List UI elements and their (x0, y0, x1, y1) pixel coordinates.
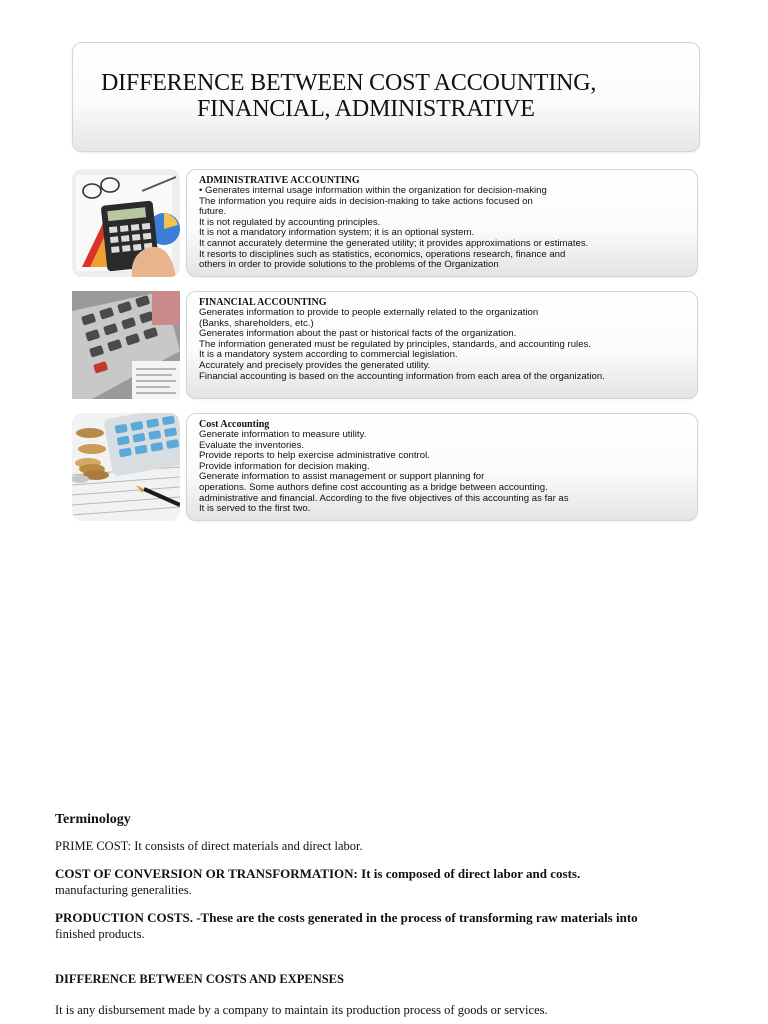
cost-line: Generate information to measure utility. (199, 429, 367, 440)
admin-accounting-heading: ADMINISTRATIVE ACCOUNTING (199, 175, 360, 186)
financial-line: Generates information about the past or historical facts of the organization. (199, 328, 517, 340)
financial-line: Generates information to provide to people externally related to the organization (199, 307, 539, 318)
admin-line: It is not a mandatory information system; it is an optional system. (199, 227, 475, 239)
page-title-line-2: FINANCIAL, ADMINISTRATIVE (197, 96, 535, 122)
page-title-line-1: DIFFERENCE BETWEEN COST ACCOUNTING, (101, 70, 597, 96)
financial-line: (Banks, shareholders, etc.) (199, 317, 314, 329)
difference-heading: DIFFERENCE BETWEEN COSTS AND EXPENSES (55, 972, 344, 986)
admin-line: The information you require aids in decision-making to take actions focused on (199, 195, 533, 207)
cost-accounting-heading: Cost Accounting (199, 419, 270, 430)
production-cost-lead: PRODUCTION COSTS. -These are the costs generated in the process of transforming raw materials into (55, 910, 638, 925)
calculator-closeup-image (72, 291, 180, 399)
financial-accounting-heading: FINANCIAL ACCOUNTING (199, 297, 327, 308)
terminology-heading: Terminology (55, 812, 131, 827)
admin-line: It cannot accurately determine the generated utility; it provides approximations or estimates. (199, 237, 589, 249)
cost-line: administrative and financial. According to the five objectives of this accounting as far as (199, 492, 569, 504)
production-cost-paragraph (55, 910, 715, 942)
financial-line: Accurately and precisely provides the generated utility. (199, 359, 431, 371)
cost-line: Provide information for decision making. (199, 460, 370, 472)
prime-cost-paragraph: PRIME COST: It consists of direct materials and direct labor. (55, 839, 363, 853)
financial-accounting-box (186, 291, 698, 399)
conversion-cost-lead: COST OF CONVERSION OR TRANSFORMATION: It is composed of direct labor and costs. (55, 866, 581, 881)
terminology-section (55, 812, 715, 1018)
coins-calculator-pen-image (72, 413, 180, 521)
cost-line: Provide reports to help exercise administrative control. (199, 450, 430, 462)
conversion-cost-paragraph (55, 866, 715, 898)
cost-line: Generate information to assist management or support planning for (199, 471, 485, 483)
admin-accounting-box (186, 169, 698, 277)
admin-line: It resorts to disciplines such as statistics, economics, operations research, finance and (199, 248, 566, 260)
cost-line: operations. Some authors define cost accounting as a bridge between accounting. (199, 481, 548, 493)
financial-line: Financial accounting is based on the accounting information from each area of the organization. (199, 370, 605, 382)
cost-accounting-box (186, 413, 698, 521)
financial-line: The information generated must be regulated by principles, standards, and accounting rules. (199, 338, 591, 350)
conversion-cost-rest: manufacturing generalities. (55, 883, 192, 897)
cost-line: It is served to the first two. (199, 503, 311, 515)
admin-line: others in order to provide solutions to the problems of the Organization (199, 259, 499, 271)
production-cost-rest: finished products. (55, 927, 145, 941)
cut-off-line: It is any disbursement made by a company to maintain its production process of goods or services. (55, 1003, 548, 1017)
calculator-papers-image (72, 169, 180, 277)
admin-line: It is not regulated by accounting principles. (199, 216, 381, 228)
financial-line: It is a mandatory system according to commercial legislation. (199, 349, 458, 361)
title-banner (72, 42, 700, 152)
cost-line: Evaluate the inventories. (199, 439, 305, 451)
admin-line: future. (199, 206, 227, 218)
admin-line: • Generates internal usage information within the organization for decision-making (199, 185, 547, 196)
